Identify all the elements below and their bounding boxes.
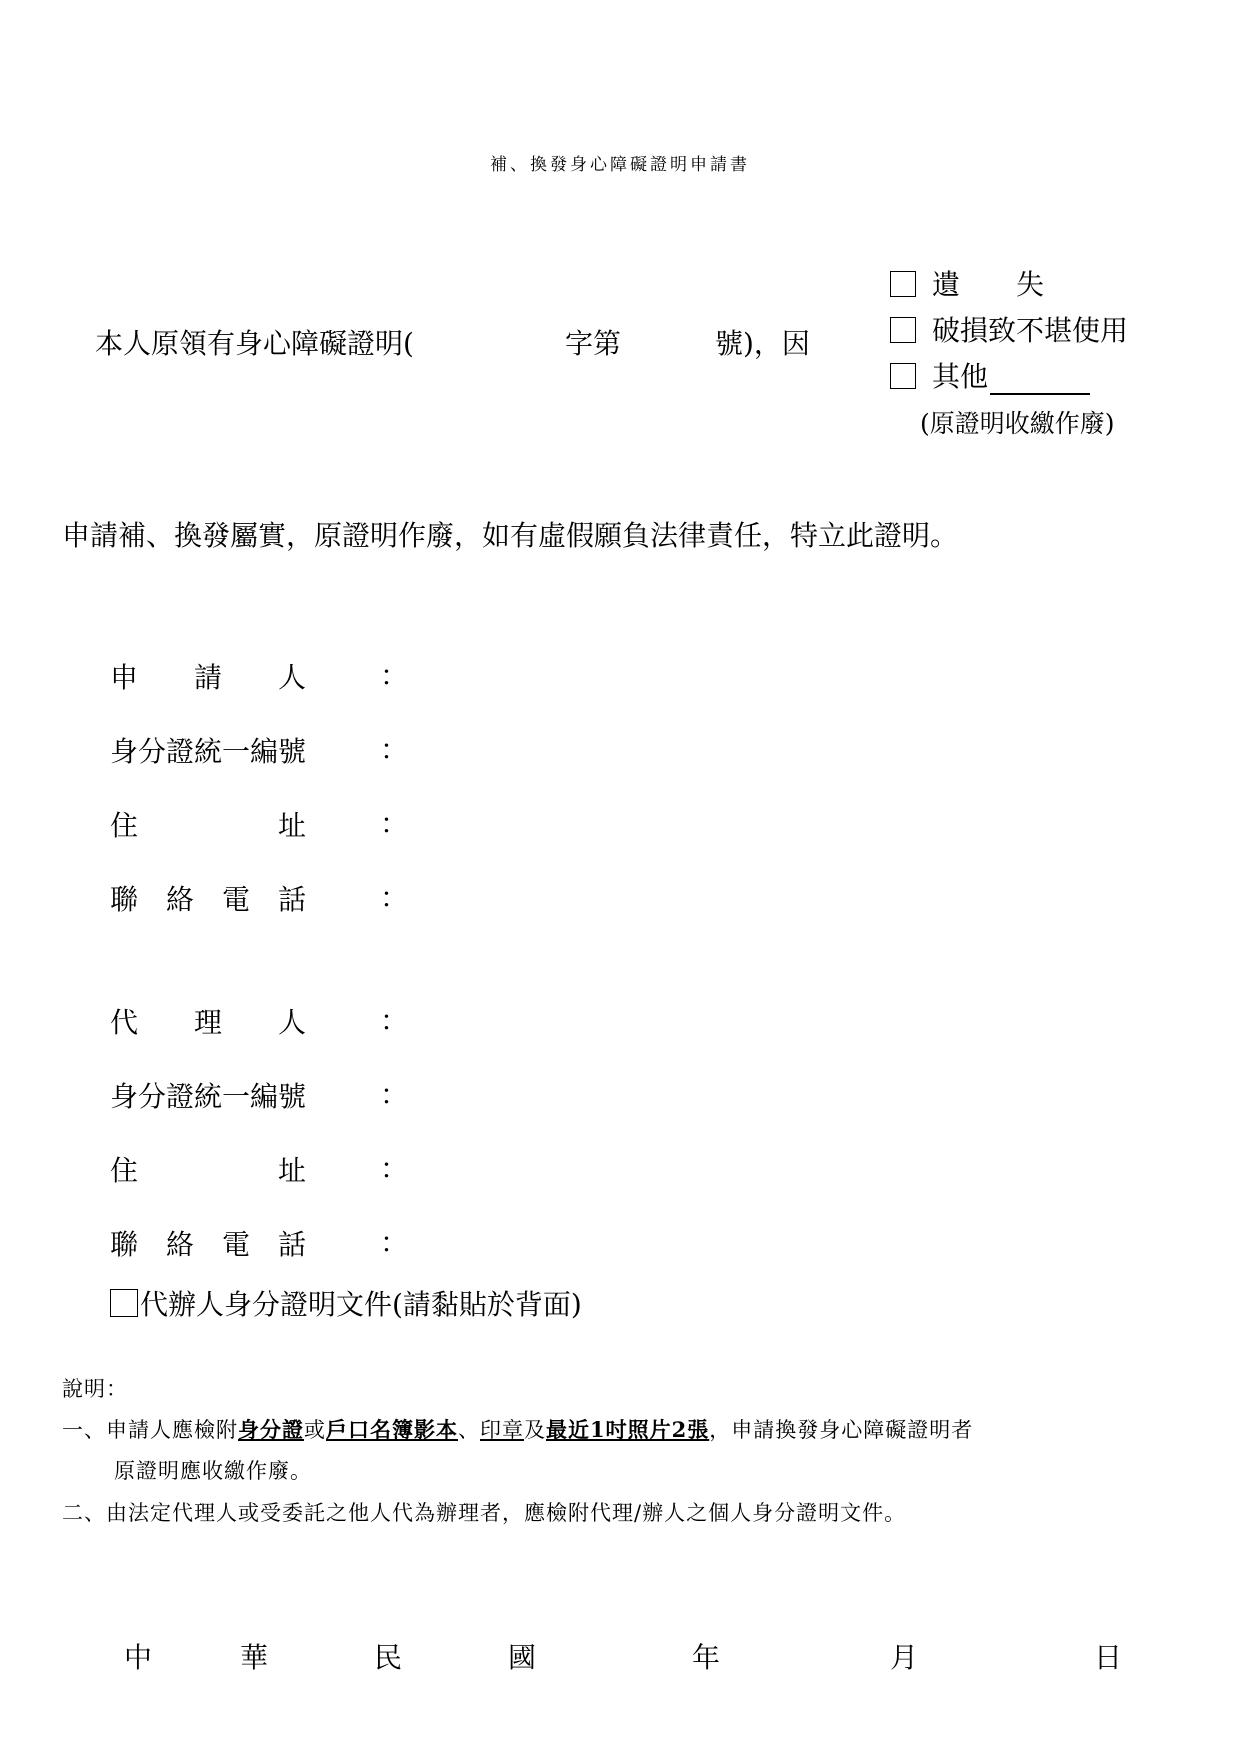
reason-damaged-checkbox[interactable] <box>890 317 916 343</box>
agent-name-label: 代 理 人 <box>110 1006 307 1039</box>
note1-sep: 、 <box>458 1418 480 1442</box>
reason-damaged-label: 破損致不堪使用 <box>932 314 1129 347</box>
note1-and: 及 <box>524 1418 546 1442</box>
note1-prefix: 一、申請人應檢附 <box>62 1418 238 1442</box>
reason-other-checkbox[interactable] <box>890 363 916 389</box>
notes-item2: 二、由法定代理人或受委託之他人代為辦理者，應檢附代理/辦人之個人身分證明文件。 <box>62 1501 907 1525</box>
note1-or: 或 <box>304 1418 326 1442</box>
reason-other-label: 其他 <box>932 360 989 393</box>
notes-item1 <box>62 1414 973 1444</box>
agent-phone-label: 聯 絡 電 話 <box>110 1228 307 1261</box>
note1-id-card: 身分證 <box>238 1417 304 1442</box>
note1-seal: 印章 <box>480 1418 524 1442</box>
date-char-4: 國 <box>508 1641 537 1674</box>
applicant-addr-colon: ： <box>380 807 409 840</box>
agent-addr-colon: ： <box>380 1152 409 1185</box>
date-month: 月 <box>890 1641 919 1674</box>
applicant-name-colon: ： <box>380 659 409 692</box>
applicant-addr-label: 住 址 <box>110 809 307 842</box>
reason-damaged-option[interactable] <box>890 309 1128 349</box>
agent-name-colon: ： <box>380 1004 409 1037</box>
agent-doc-option[interactable] <box>110 1283 582 1323</box>
note1-household: 戶口名簿影本 <box>326 1417 458 1442</box>
applicant-name-label: 申 請 人 <box>110 661 307 694</box>
statement-part3: 號)，因 <box>715 327 810 360</box>
agent-doc-label: 代辦人身分證明文件(請黏貼於背面) <box>140 1288 582 1321</box>
agent-addr-label: 住 址 <box>110 1154 307 1187</box>
date-day: 日 <box>1094 1641 1123 1674</box>
page-title: 補、換發身心障礙證明申請書 <box>490 155 750 175</box>
applicant-id-colon: ： <box>380 733 409 766</box>
applicant-phone-colon: ： <box>380 881 409 914</box>
date-char-2: 華 <box>240 1641 269 1674</box>
agent-doc-checkbox[interactable] <box>110 1289 138 1317</box>
date-char-3: 民 <box>374 1641 403 1674</box>
agent-phone-colon: ： <box>380 1226 409 1259</box>
statement-part1: 本人原領有身心障礙證明( <box>95 327 414 360</box>
reason-other-blank[interactable] <box>990 365 1090 395</box>
reason-note: (原證明收繳作廢) <box>920 409 1115 438</box>
note1-tail: ，申請換發身心障礙證明者 <box>709 1418 974 1442</box>
reason-lost-option[interactable] <box>890 263 1044 303</box>
date-char-1: 中 <box>124 1641 153 1674</box>
reason-lost-checkbox[interactable] <box>890 271 916 297</box>
notes-item1-line2: 原證明應收繳作廢。 <box>114 1459 312 1483</box>
agent-id-colon: ： <box>380 1078 409 1111</box>
note1-photo: 最近1吋照片2張 <box>546 1417 710 1442</box>
notes-heading: 說明： <box>62 1377 128 1401</box>
statement-part2: 字第 <box>565 327 622 360</box>
reason-lost-label: 遺 失 <box>932 268 1045 301</box>
applicant-id-label: 身分證統一編號 <box>110 735 307 768</box>
agent-id-label: 身分證統一編號 <box>110 1080 307 1113</box>
applicant-phone-label: 聯 絡 電 話 <box>110 883 307 916</box>
date-year: 年 <box>692 1641 721 1674</box>
declaration: 申請補、換發屬實，原證明作廢，如有虛假願負法律責任，特立此證明。 <box>62 519 959 552</box>
reason-other-option[interactable] <box>890 355 1090 395</box>
